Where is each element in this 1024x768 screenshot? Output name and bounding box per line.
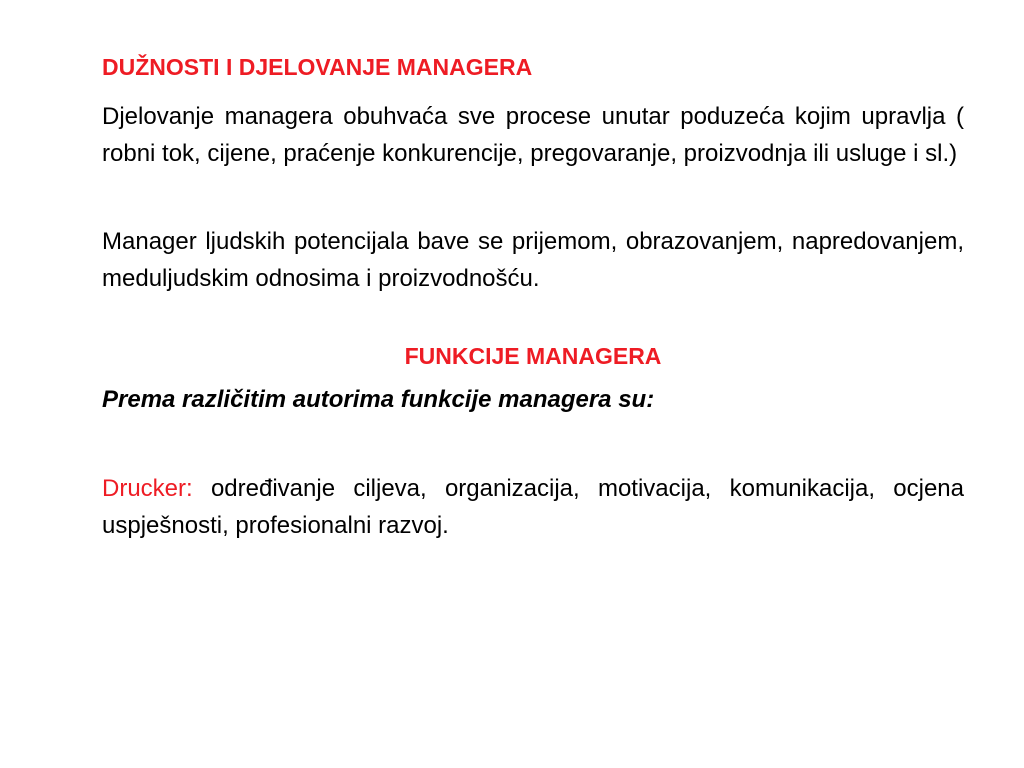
section-title-duties: DUŽNOSTI I DJELOVANJE MANAGERA [102,54,533,80]
paragraph-drucker [102,470,964,544]
slide-content [102,50,964,544]
paragraph-manager-activities: Djelovanje managera obuhvaća sve procese unutar poduzeća kojim upravlja ( robni tok, cijene, praćenje konkurencije, pregovaranje, proizvodnja ili usluge i sl.) [102,103,964,167]
paragraph-hr-manager: Manager ljudskih potencijala bave se prijemom, obrazovanjem, napredovanjem, meduljudskim odnosima i proizvodnošću. [102,228,964,292]
functions-intro: Prema različitim autorima funkcije managera su: [102,386,655,413]
drucker-functions-text: određivanje ciljeva, organizacija, motivacija, komunikacija, ocjena uspješnosti, profesionalni razvoj. [102,475,964,539]
drucker-label: Drucker: [102,475,193,502]
section-title-functions: FUNKCIJE MANAGERA [404,343,662,369]
